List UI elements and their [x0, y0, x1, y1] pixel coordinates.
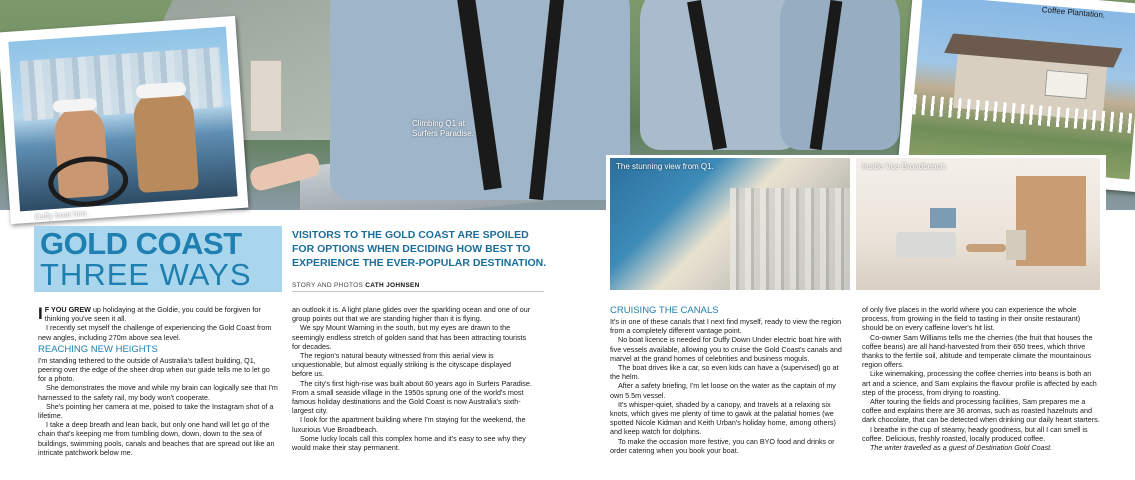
byline-label: STORY AND PHOTOS: [292, 282, 364, 289]
dropcap: I: [38, 304, 43, 323]
column-1: [38, 305, 278, 457]
plantation-photo: [908, 0, 1135, 179]
chair: [1006, 230, 1026, 260]
paragraph: of only five places in the world where you can experience the whole process, from growing in the field to tasting in their onsite restaurant) should be on every caffeine lover's hit list.: [862, 305, 1081, 333]
building: [250, 60, 282, 132]
paragraph: We spy Mount Warning in the south, but my eyes are drawn to the seemingly endless stretch of golden sand that has been attracting tourists for decades.: [292, 323, 527, 351]
paragraph: I recently set myself the challenge of experiencing the Gold Coast from new angles, including 270m above sea level.: [38, 323, 272, 342]
caption-vue: Inside Vue Broadbeach.: [862, 162, 948, 171]
caption-view: The stunning view from Q1.: [616, 162, 714, 171]
page-title-line2: THREE WAYS: [40, 257, 252, 292]
caption-climb: Climbing Q1 at Surfers Paradise.: [412, 119, 474, 138]
climber-third: [780, 0, 900, 150]
paragraph: I take a deep breath and lean back, but only one hand will let go of the chain that's keeping me from tumbling down, down, down to the sea of buildings, swimming pools, canals and beaches that are spread out like an intricate patchwork below me.: [38, 420, 275, 457]
page-title-line1: GOLD COAST: [40, 226, 242, 261]
column-4: [862, 305, 1100, 452]
section-heading: CRUISING THE CANALS: [610, 305, 719, 316]
paragraph: After touring the fields and processing facilities, Sam prepares me a coffee and explains there are 36 aromas, such as roasted hazelnuts and dark chocolate, that can be detected when drinking our daily heart starters.: [862, 397, 1100, 425]
byline: [292, 282, 420, 289]
paragraph: She's pointing her camera at me, poised to take the Instagram shot of a lifetime.: [38, 401, 274, 421]
paragraph: Co-owner Sam Williams tells me the cherries (the fruit that houses the coffee beans) are all hand-harvested from their 650 trees, which thrive thanks to the fertile soil, altitude and temperate climate the mountainous region offers.: [862, 332, 1093, 370]
paragraph: an outlook it is. A light plane glides over the sparkling ocean and one of our group points out that we are standing higher than it is flying.: [292, 305, 531, 324]
paragraph: The region's natural beauty witnessed from this aerial view is unquestionable, but almost equally striking is the cityscape displayed before us.: [292, 351, 511, 379]
paragraph: No boat licence is needed for Duffy Down Under electric boat hire with five vessels available, allowing you to cruise the Gold Coast's canals and marvel at the grand homes of celebrities and business moguls.: [610, 335, 842, 363]
writer-note: The writer travelled as a guest of Destination Gold Coast.: [870, 443, 1053, 453]
paragraph: To make the occasion more festive, you can BYO food and drinks or order catering when you book your boat.: [610, 436, 835, 455]
lead-caps: F YOU GREW: [44, 305, 91, 314]
timber-cabinet: [1016, 176, 1086, 266]
paragraph: It's whisper-quiet, shaded by a canopy, and travels at a relaxing six knots, which gives me plenty of time to gawk at the palatial homes (we spotted Nicole Kidman and Keith Urban's holiday home, among others) and keep watch for dolphins.: [610, 399, 836, 437]
paragraph: I'm standing tethered to the outside of Australia's tallest building, Q1, peering over the edge of the sheer drop when our guide tells me to let go for a photo.: [38, 355, 270, 384]
paragraph: Some lucky locals call this complex home and it's easy to see why they would make their stay permanent.: [292, 433, 526, 453]
section-heading: REACHING NEW HEIGHTS: [38, 343, 158, 355]
standfirst: VISITORS TO THE GOLD COAST ARE SPOILED FOR OPTIONS WHEN DECIDING HOW BEST TO EXPERIENCE THE EVER-POPULAR DESTINATION.: [292, 229, 547, 269]
column-2: [292, 305, 532, 452]
paragraph: Like winemaking, processing the coffee cherries into beans is both an art and a science, and Sam explains the flavour profile is affected by each step of the process, from drying to roasting.: [862, 369, 1097, 397]
column-3: [610, 303, 848, 455]
divider: [292, 291, 544, 292]
table: [966, 244, 1006, 252]
photo-vue-broadbeach: [856, 158, 1100, 290]
artwork: [930, 208, 956, 228]
sign: [1044, 70, 1088, 100]
photo-duffy-boat: [0, 16, 248, 224]
paragraph: The city's first high-rise was built about 60 years ago in Surfers Paradise. From a small seaside village in the 1950s sprung one of the world's most famous holiday destinations and the Gold Coast is now Australia's sixth-largest city.: [292, 378, 532, 416]
paragraph: I look for the apartment building where I'm staying for the weekend, the luxurious Vue Broadbeach.: [292, 415, 526, 434]
caption-plantation: Coffee Plantation.: [1041, 5, 1106, 20]
city-buildings: [730, 188, 850, 290]
paragraph: After a safety briefing, I'm let loose on the water as the captain of my own 5.5m vessel.: [610, 381, 836, 400]
caption-boat: Duffy boat hire.: [34, 208, 89, 222]
paragraph: She demonstrates the move and while my brain can logically see that I'm harnessed to the safety rail, my body won't cooperate.: [38, 383, 278, 402]
person-captain: [132, 89, 199, 193]
photo-view-from-q1: [610, 158, 850, 290]
paragraph: The boat drives like a car, so even kids can have a (supervised) go at the helm.: [610, 363, 839, 382]
paragraph: I breathe in the cup of steamy, heady goodness, but all I can smell is coffee. Delicious, freshly roasted, locally produced coffee.: [862, 424, 1088, 443]
sofa: [896, 232, 956, 258]
byline-name: CATH JOHNSEN: [365, 282, 420, 289]
boat-photo: [8, 27, 237, 222]
paragraph: up holidaying at the Goldie, you could be forgiven for thinking you've seen it all.: [44, 305, 261, 324]
paragraph: It's in one of these canals that I next find myself, ready to view the region from a completely different vantage point.: [610, 317, 842, 336]
